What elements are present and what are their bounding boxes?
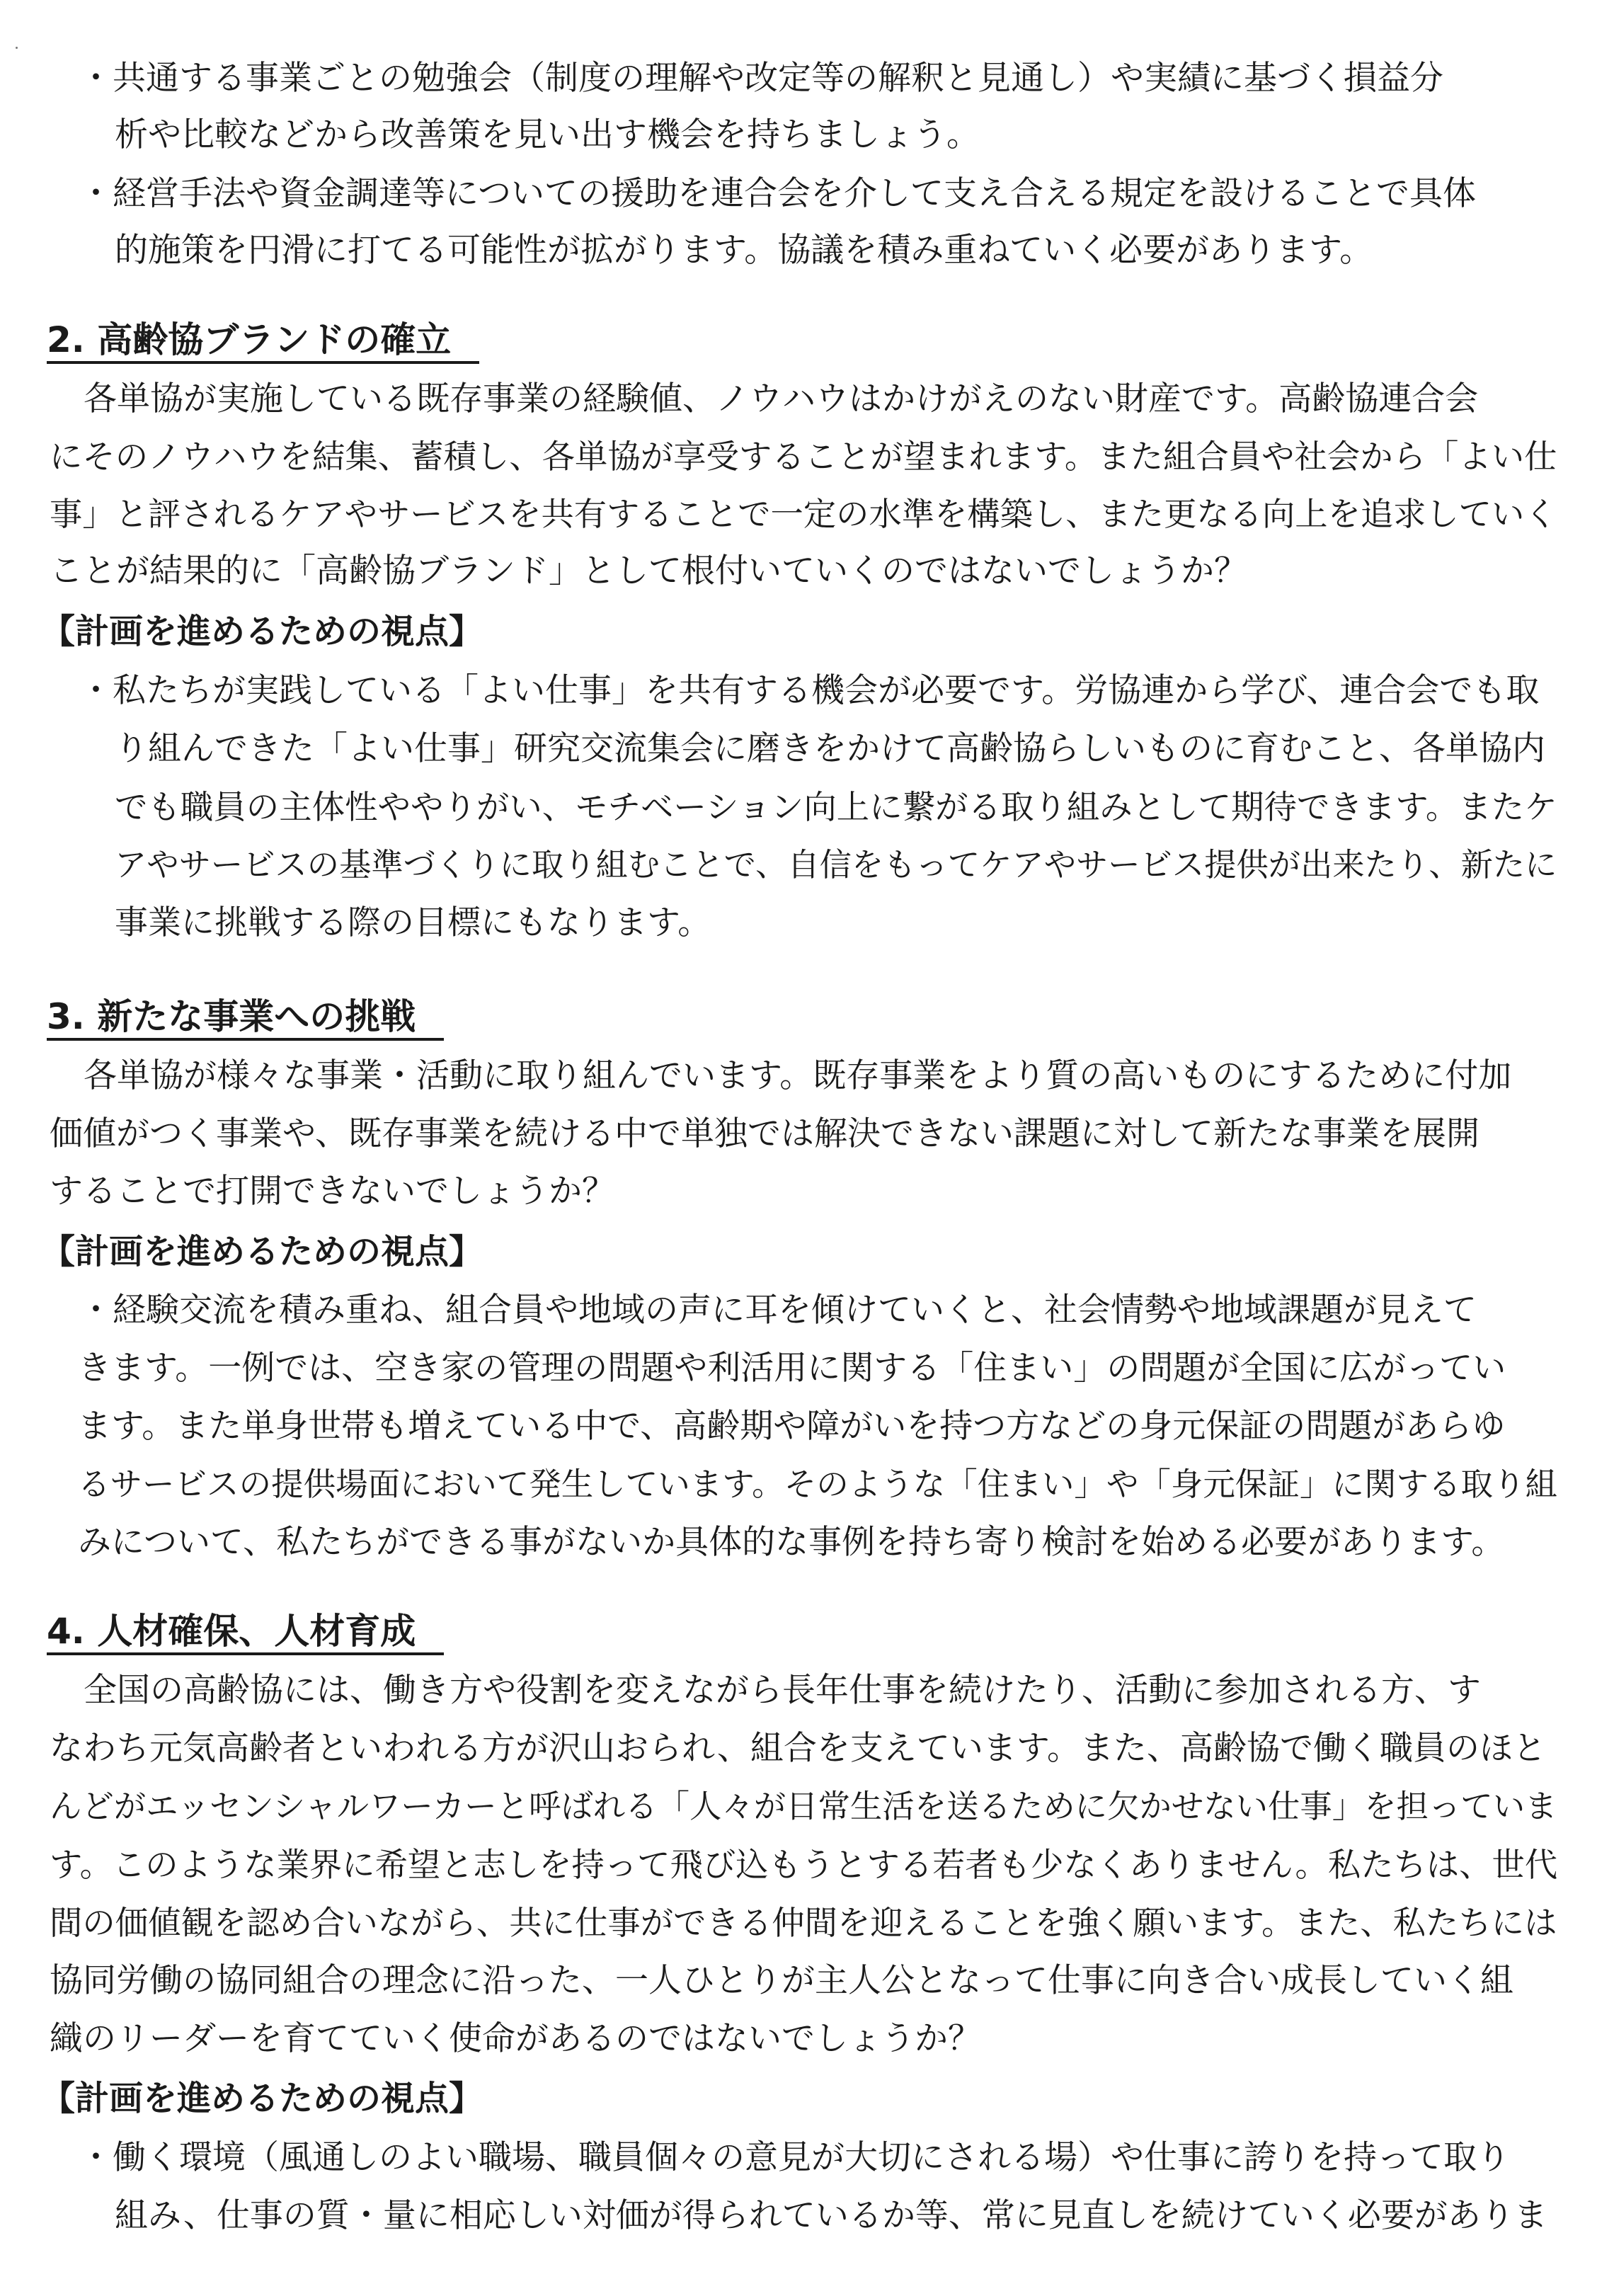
section-4-paragraph-line-7: 織のリーダーを育てていく使命があるのではないでしょうか？	[50, 2019, 981, 2058]
section-3-bullet-line-5: みについて、私たちができる事がないか具体的な事例を持ち寄り検討を始める必要があります。	[78, 1523, 1505, 1562]
section-3-heading	[47, 994, 444, 1039]
section-3-paragraph-line-2: 価値がつく事業や、既存事業を続ける中で単独では解決できない課題に対して新たな事業を展開	[50, 1114, 1480, 1153]
section-4-paragraph-line-6: 協同労働の協同組合の理念に沿った、一人ひとりが主人公となって仕事に向き合い成長していく組	[50, 1961, 1513, 2000]
section-3-bullet-line-1: ・経験交流を積み重ね、組合員や地域の声に耳を傾けていくと、社会情勢や地域課題が見えて	[79, 1291, 1477, 1330]
intro-bullet-1-line-1: ・共通する事業ごとの勉強会（制度の理解や改定等の解釈と見通し）や実績に基づく損益分	[79, 59, 1443, 98]
section-3-bullet-line-2: きます。一例では、空き家の管理の問題や利活用に関する「住まい」の問題が全国に広がってい	[78, 1349, 1506, 1388]
section-2-bullet-line-1: ・私たちが実践している「よい仕事」を共有する機会が必要です。労協連から学び、連合会でも取	[79, 671, 1540, 710]
section-2-bullet-line-3: でも職員の主体性ややりがい、モチベーション向上に繋がる取り組みとして期待できます。またケ	[115, 788, 1557, 826]
section-2-bullet-line-4: アやサービスの基準づくりに取り組むことで、自信をもってケアやサービス提供が出来たり、新たに	[115, 846, 1557, 884]
intro-bullet-2-line-1: ・経営手法や資金調達等についての援助を連合会を介して支え合える規定を設けることで具体	[79, 174, 1477, 213]
section-4-bullet-line-1: ・働く環境（風通しのよい職場、職員個々の意見が大切にされる場）や仕事に誇りを持って取り	[79, 2138, 1510, 2177]
section-2-paragraph-line-2: にそのノウハウを結集、蓄積し、各単協が享受することが望まれます。また組合員や社会から「よい仕	[50, 438, 1557, 476]
intro-bullet-1-line-2: 析や比較などから改善策を見い出す機会を持ちましょう。	[115, 115, 980, 154]
section-4-heading-text: 4. 人材確保、人材育成	[47, 1610, 444, 1655]
section-4-paragraph-line-1: 全国の高齢協には、働き方や役割を変えながら長年仕事を続けたり、活動に参加される方、す	[84, 1671, 1481, 1710]
scan-speck	[16, 47, 18, 49]
section-2-paragraph-line-1: 各単協が実施している既存事業の経験値、ノウハウはかけがえのない財産です。高齢協連合会	[84, 379, 1479, 418]
section-3-paragraph-line-3: することで打開できないでしょうか？	[50, 1172, 615, 1211]
section-2-heading-text: 2. 高齢協ブランドの確立	[47, 319, 479, 364]
section-4-paragraph-line-4: す。このような業界に希望と志しを持って飛び込もうとする若者も少なくありません。私たちは、世代	[50, 1846, 1558, 1884]
section-2-paragraph-line-4: ことが結果的に「高齢協ブランド」として根付いていくのではないでしょうか？	[50, 552, 1247, 590]
section-2-paragraph-line-3: 事」と評されるケアやサービスを共有することで一定の水準を構築し、また更なる向上を追求していく	[50, 495, 1557, 533]
section-3-heading-text: 3. 新たな事業への挑戦	[47, 995, 444, 1041]
section-2-bullet-line-2: り組んできた「よい仕事」研究交流集会に磨きをかけて高齢協らしいものに育むこと、各単協内	[115, 729, 1545, 768]
section-2-viewpoint-label: 【計画を進めるための視点】	[41, 612, 483, 651]
section-4-paragraph-line-5: 間の価値観を認め合いながら、共に仕事ができる仲間を迎えることを強く願います。また、私たちには	[50, 1904, 1557, 1942]
section-2-heading	[47, 317, 479, 362]
section-3-paragraph-line-1: 各単協が様々な事業・活動に取り組んでいます。既存事業をより質の高いものにするために付加	[84, 1056, 1512, 1095]
intro-bullet-2-line-2: 的施策を円滑に打てる可能性が拡がります。協議を積み重ねていく必要があります。	[115, 231, 1373, 270]
section-4-bullet-line-2: 組み、仕事の質・量に相応しい対価が得られているか等、常に見直しを続けていく必要がありま	[115, 2196, 1547, 2235]
section-4-paragraph-line-2: なわち元気高齢者といわれる方が沢山おられ、組合を支えています。また、高齢協で働く職員のほと	[50, 1729, 1547, 1768]
section-3-bullet-line-4: るサービスの提供場面において発生しています。そのような「住まい」や「身元保証」に関する取り組	[78, 1466, 1558, 1503]
section-4-viewpoint-label: 【計画を進めるための視点】	[41, 2079, 483, 2118]
section-2-bullet-line-5: 事業に挑戦する際の目標にもなります。	[115, 903, 711, 942]
section-4-heading	[47, 1609, 444, 1654]
section-3-bullet-line-3: ます。また単身世帯も増えている中で、高齢期や障がいを持つ方などの身元保証の問題があらゆ	[78, 1407, 1506, 1446]
section-4-paragraph-line-3: んどがエッセンシャルワーカーと呼ばれる「人々が日常生活を送るために欠かせない仕事」を担っていま	[50, 1788, 1557, 1825]
section-3-viewpoint-label: 【計画を進めるための視点】	[41, 1232, 483, 1272]
